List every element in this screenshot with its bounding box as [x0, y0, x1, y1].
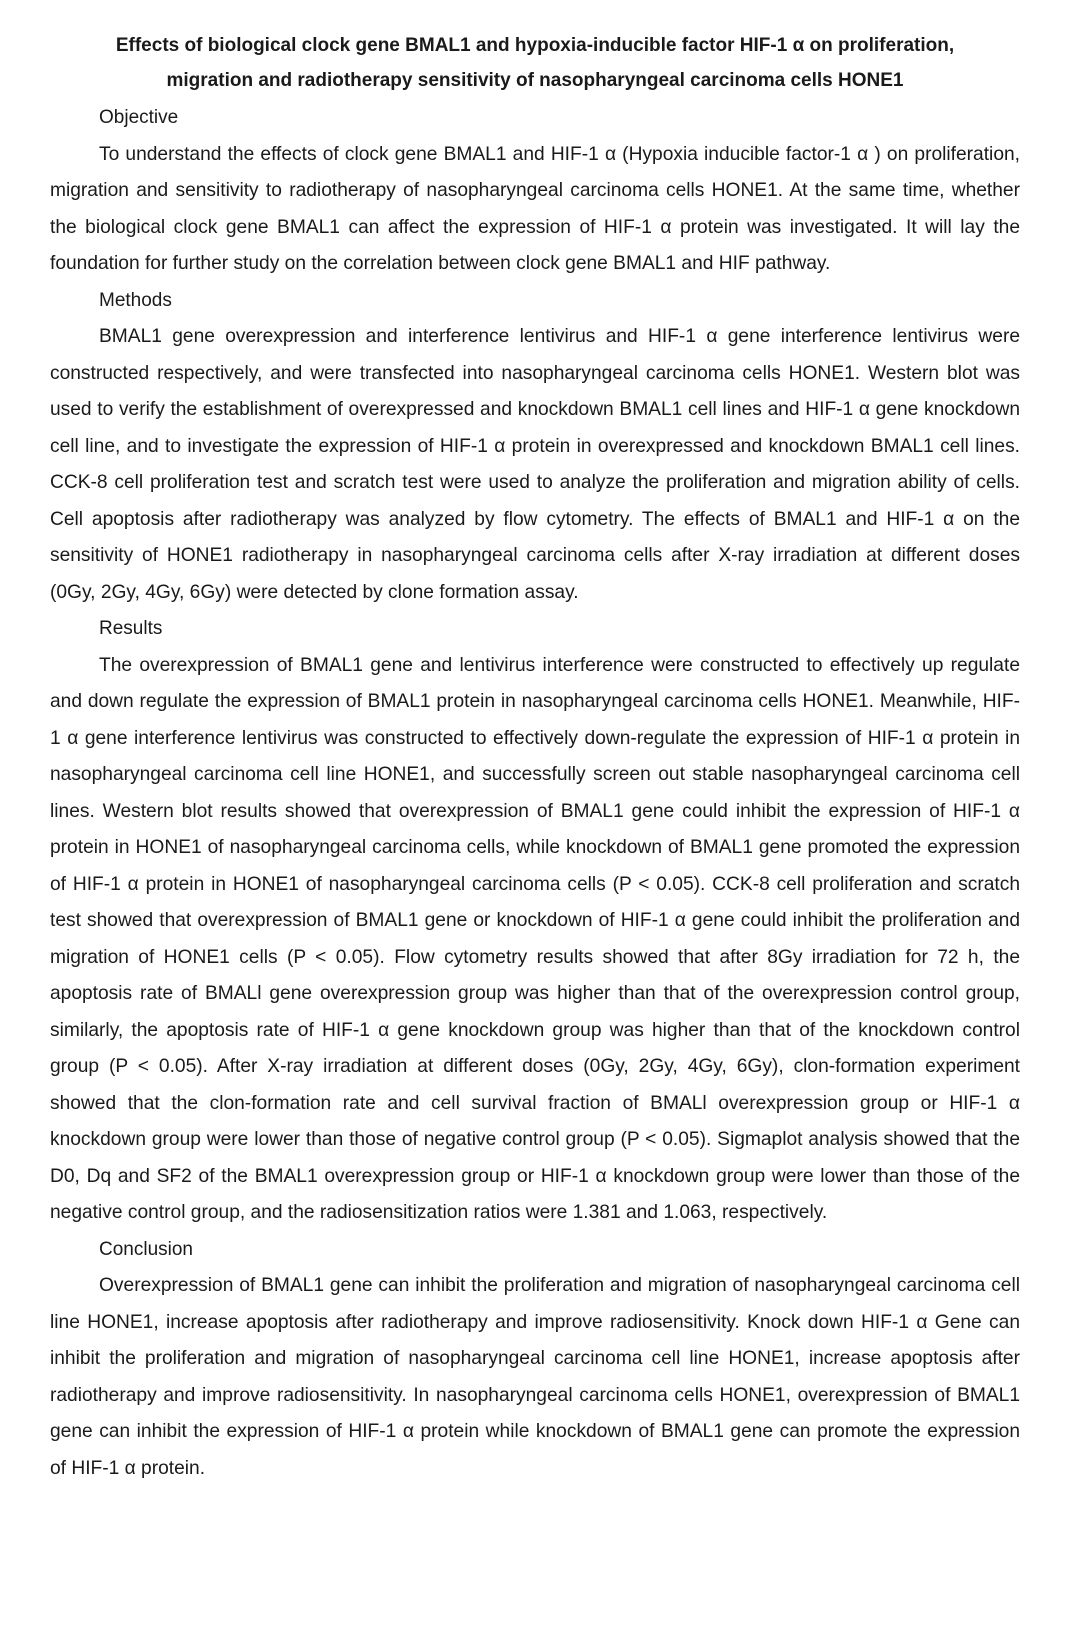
objective-body: To understand the effects of clock gene BMAL1 and HIF-1 α (Hypoxia inducible factor-1 α ) on proliferation, migration and sensitivity to radiotherapy of nasopharyngeal carcinoma cells HONE1. At the same time, whether the biological clock gene BMAL1 can affect the expression of HIF-1 α protein was investigated. It will lay the foundation for further study on the correlation between clock gene BMAL1 and HIF pathway.: [50, 143, 1020, 274]
results-body: The overexpression of BMAL1 gene and lentivirus interference were constructed to effectively up regulate and down regulate the expression of BMAL1 protein in nasopharyngeal carcinoma cells HONE1. Meanwhile, HIF-1 α gene interference lentivirus was constructed to effectively down-regulate the expression of HIF-1 α protein in nasopharyngeal carcinoma cell line HONE1, and successfully screen out stable nasopharyngeal carcinoma cell lines. Western blot results showed that overexpression of BMAL1 gene could inhibit the expression of HIF-1 α protein in HONE1 of nasopharyngeal carcinoma cells, while knockdown of BMAL1 gene promoted the expression of HIF-1 α protein in HONE1 of nasopharyngeal carcinoma cells (P < 0.05). CCK-8 cell proliferation and scratch test showed that overexpression of BMAL1 gene or knockdown of HIF-1 α gene could inhibit the proliferation and migration of HONE1 cells (P < 0.05). Flow cytometry results showed that after 8Gy irradiation for 72 h, the apoptosis rate of BMALl gene overexpression group was higher than that of the overexpression control group, similarly, the apoptosis rate of HIF-1 α gene knockdown group was higher than that of the knockdown control group (P < 0.05). After X-ray irradiation at different doses (0Gy, 2Gy, 4Gy, 6Gy), clon-formation experiment showed that the clon-formation rate and cell survival fraction of BMALl overexpression group or HIF-1 α knockdown group were lower than those of negative control group (P < 0.05). Sigmaplot analysis showed that the D0, Dq and SF2 of the BMAL1 overexpression group or HIF-1 α knockdown group were lower than those of the negative control group, and the radiosensitization ratios were 1.381 and 1.063, respectively.: [50, 654, 1020, 1223]
abstract-page: [50, 28, 1020, 1487]
title-line-2: migration and radiotherapy sensitivity of nasopharyngeal carcinoma cells HONE1: [166, 70, 904, 91]
methods-body: BMAL1 gene overexpression and interference lentivirus and HIF-1 α gene interference lentivirus were constructed respectively, and were transfected into nasopharyngeal carcinoma cells HONE1. Western blot was used to verify the establishment of overexpressed and knockdown BMAL1 cell lines and HIF-1 α gene knockdown cell line, and to investigate the expression of HIF-1 α protein in overexpressed and knockdown BMAL1 cell lines. CCK-8 cell proliferation test and scratch test were used to analyze the proliferation and migration ability of cells. Cell apoptosis after radiotherapy was analyzed by flow cytometry. The effects of BMAL1 and HIF-1 α on the sensitivity of HONE1 radiotherapy in nasopharyngeal carcinoma cells after X-ray irradiation at different doses (0Gy, 2Gy, 4Gy, 6Gy) were detected by clone formation assay.: [50, 326, 1020, 603]
title-line-1: Effects of biological clock gene BMAL1 and hypoxia-inducible factor HIF-1 α on proliferation,: [115, 35, 955, 56]
conclusion-heading: Conclusion: [99, 1238, 193, 1260]
objective-heading: Objective: [99, 107, 179, 128]
methods-section: [50, 283, 1020, 612]
methods-heading: Methods: [99, 289, 172, 311]
conclusion-section: [50, 1232, 1020, 1488]
conclusion-body: Overexpression of BMAL1 gene can inhibit the proliferation and migration of nasopharyngeal carcinoma cell line HONE1, increase apoptosis after radiotherapy and improve radiosensitivity. Knock down HIF-1 α Gene can inhibit the proliferation and migration of nasopharyngeal carcinoma cell line HONE1, increase apoptosis after radiotherapy and improve radiosensitivity. In nasopharyngeal carcinoma cells HONE1, overexpression of BMAL1 gene can inhibit the expression of HIF-1 α protein while knockdown of BMAL1 gene can promote the expression of HIF-1 α protein.: [50, 1275, 1020, 1479]
results-section: [50, 611, 1020, 1232]
objective-section: [50, 100, 1020, 283]
paper-title: [50, 28, 1020, 98]
results-heading: Results: [99, 618, 163, 639]
